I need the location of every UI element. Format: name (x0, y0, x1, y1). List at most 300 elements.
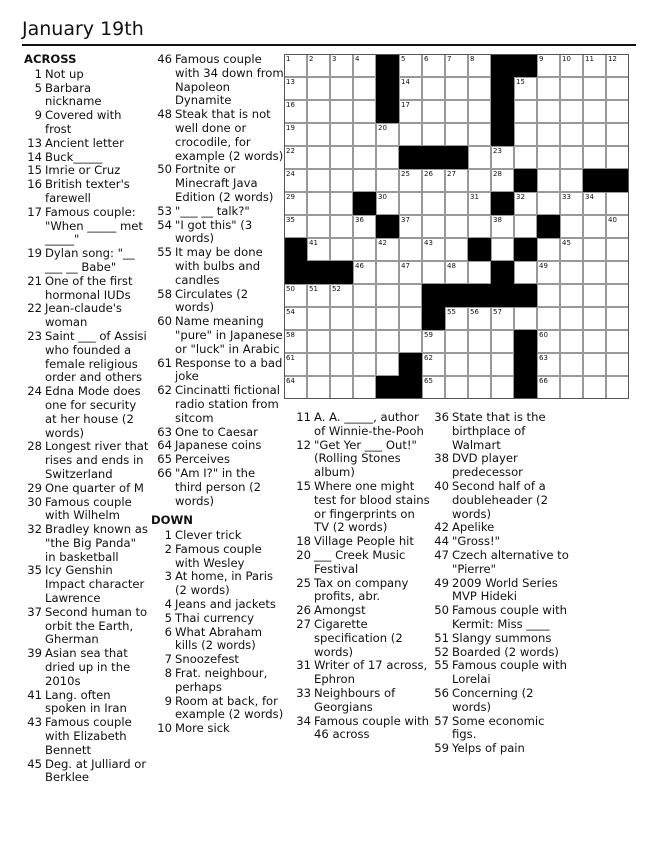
down-clue (293, 535, 433, 549)
clue-text: Circulates (2 words) (175, 286, 249, 315)
grid-cell[interactable] (353, 353, 376, 376)
grid-cell[interactable] (468, 123, 491, 146)
cell-number: 43 (424, 239, 433, 247)
grid-cell[interactable] (353, 238, 376, 261)
cell-number: 28 (493, 170, 502, 178)
grid-cell[interactable] (560, 261, 583, 284)
grid-cell[interactable] (583, 307, 606, 330)
grid-cell[interactable] (514, 100, 537, 123)
grid-cell[interactable] (353, 169, 376, 192)
grid-cell[interactable] (560, 284, 583, 307)
grid-cell[interactable] (307, 238, 330, 261)
grid-cell[interactable] (606, 192, 629, 215)
cell-number: 60 (539, 331, 548, 339)
grid-cell[interactable] (491, 353, 514, 376)
grid-cell[interactable] (399, 123, 422, 146)
grid-block (514, 169, 537, 192)
grid-cell[interactable] (353, 100, 376, 123)
grid-cell[interactable] (284, 169, 307, 192)
across-clue (24, 275, 150, 303)
grid-cell[interactable] (537, 192, 560, 215)
grid-cell[interactable] (422, 238, 445, 261)
across-clue (24, 440, 150, 481)
clue-text: Cigarette specification (2 words) (314, 616, 403, 659)
grid-cell[interactable] (284, 100, 307, 123)
grid-cell[interactable] (537, 100, 560, 123)
grid-cell[interactable] (468, 100, 491, 123)
grid-cell[interactable] (514, 215, 537, 238)
across-clue (151, 467, 284, 508)
grid-cell[interactable] (560, 123, 583, 146)
grid-cell[interactable] (330, 54, 353, 77)
grid-cell[interactable] (537, 123, 560, 146)
grid-cell[interactable] (353, 146, 376, 169)
grid-cell[interactable] (307, 330, 330, 353)
cell-number: 47 (401, 262, 410, 270)
cell-number: 61 (286, 354, 295, 362)
clue-text: 2009 World Series MVP Hideki (452, 575, 558, 604)
grid-cell[interactable] (284, 77, 307, 100)
grid-cell[interactable] (560, 353, 583, 376)
down-clue (151, 722, 284, 736)
across-clue (24, 302, 150, 330)
grid-cell[interactable] (537, 353, 560, 376)
grid-cell[interactable] (307, 77, 330, 100)
grid-cell[interactable] (330, 353, 353, 376)
grid-cell[interactable] (583, 353, 606, 376)
grid-cell[interactable] (284, 330, 307, 353)
clue-text: Barbara nickname (45, 80, 102, 109)
grid-cell[interactable] (284, 123, 307, 146)
grid-cell[interactable] (399, 100, 422, 123)
across-heading: ACROSS (24, 52, 77, 66)
clue-text: A. A. _____, author of Winnie-the-Pooh (314, 410, 424, 438)
grid-cell[interactable] (583, 330, 606, 353)
grid-cell[interactable] (353, 77, 376, 100)
down-clue (293, 439, 433, 480)
grid-cell[interactable] (583, 100, 606, 123)
grid-cell[interactable] (606, 307, 629, 330)
clue-text: Longest river that rises and ends in Switzerland (45, 439, 149, 481)
cell-number: 33 (562, 193, 571, 201)
grid-cell[interactable] (422, 77, 445, 100)
title-divider (22, 44, 636, 46)
cell-number: 15 (516, 78, 525, 86)
grid-cell[interactable] (606, 353, 629, 376)
clue-text: Ancient letter (45, 135, 124, 150)
grid-block (491, 123, 514, 146)
grid-cell[interactable] (307, 215, 330, 238)
grid-cell[interactable] (353, 376, 376, 399)
clue-text: Czech alternative to "Pierre" (452, 547, 569, 576)
clue-number: 50 (157, 162, 172, 177)
grid-cell[interactable] (445, 77, 468, 100)
across-clue (151, 108, 284, 163)
grid-cell[interactable] (560, 54, 583, 77)
grid-cell[interactable] (330, 330, 353, 353)
grid-cell[interactable] (514, 192, 537, 215)
across-clue (151, 205, 284, 219)
grid-cell[interactable] (583, 146, 606, 169)
grid-cell[interactable] (399, 215, 422, 238)
grid-cell[interactable] (422, 330, 445, 353)
grid-cell[interactable] (514, 307, 537, 330)
grid-cell[interactable] (330, 123, 353, 146)
down-column-2 (293, 411, 433, 742)
grid-cell[interactable] (560, 376, 583, 399)
grid-cell[interactable] (353, 330, 376, 353)
grid-cell[interactable] (422, 54, 445, 77)
grid-cell[interactable] (376, 284, 399, 307)
grid-cell[interactable] (399, 330, 422, 353)
grid-cell[interactable] (537, 330, 560, 353)
grid-cell[interactable] (560, 215, 583, 238)
grid-cell[interactable] (330, 192, 353, 215)
grid-cell[interactable] (514, 77, 537, 100)
grid-cell[interactable] (307, 307, 330, 330)
grid-cell[interactable] (606, 123, 629, 146)
grid-cell[interactable] (307, 376, 330, 399)
clue-text: Bradley known as "the Big Panda" in basketball (45, 522, 148, 564)
grid-cell[interactable] (307, 284, 330, 307)
grid-cell[interactable] (583, 192, 606, 215)
clue-number: 38 (434, 451, 449, 466)
grid-cell[interactable] (514, 123, 537, 146)
grid-cell[interactable] (537, 169, 560, 192)
clue-number: 34 (296, 713, 311, 728)
clue-text: Covered with frost (45, 108, 122, 136)
grid-cell[interactable] (284, 376, 307, 399)
grid-cell[interactable] (491, 169, 514, 192)
across-clue (151, 453, 284, 467)
grid-cell[interactable] (468, 376, 491, 399)
across-clue (151, 315, 284, 356)
grid-cell[interactable] (399, 169, 422, 192)
grid-cell[interactable] (353, 307, 376, 330)
grid-cell[interactable] (307, 100, 330, 123)
grid-cell[interactable] (537, 238, 560, 261)
grid-block (468, 284, 491, 307)
across-clue (24, 689, 150, 717)
grid-cell[interactable] (606, 146, 629, 169)
grid-cell[interactable] (376, 169, 399, 192)
grid-cell[interactable] (445, 192, 468, 215)
grid-cell[interactable] (468, 307, 491, 330)
grid-cell[interactable] (560, 307, 583, 330)
grid-cell[interactable] (284, 284, 307, 307)
clue-number: 61 (157, 355, 172, 370)
grid-cell[interactable] (445, 54, 468, 77)
page-title: January 19th (22, 18, 144, 40)
grid-cell[interactable] (307, 146, 330, 169)
cell-number: 1 (286, 55, 291, 63)
grid-cell[interactable] (560, 330, 583, 353)
grid-cell[interactable] (445, 123, 468, 146)
grid-cell[interactable] (330, 307, 353, 330)
grid-cell[interactable] (445, 238, 468, 261)
grid-cell[interactable] (491, 146, 514, 169)
grid-cell[interactable] (537, 77, 560, 100)
grid-block (330, 261, 353, 284)
clue-number: 35 (27, 563, 42, 578)
grid-cell[interactable] (399, 307, 422, 330)
grid-cell[interactable] (468, 192, 491, 215)
cell-number: 58 (286, 331, 295, 339)
grid-cell[interactable] (560, 146, 583, 169)
grid-cell[interactable] (560, 100, 583, 123)
grid-cell[interactable] (606, 100, 629, 123)
cell-number: 63 (539, 354, 548, 362)
grid-cell[interactable] (606, 77, 629, 100)
down-clue (151, 598, 284, 612)
clue-number: 23 (27, 328, 42, 343)
grid-cell[interactable] (330, 215, 353, 238)
cell-number: 11 (585, 55, 594, 63)
grid-cell[interactable] (422, 100, 445, 123)
grid-cell[interactable] (468, 54, 491, 77)
grid-cell[interactable] (583, 376, 606, 399)
clue-text: Lang. often spoken in Iran (45, 687, 127, 716)
cell-number: 10 (562, 55, 571, 63)
clue-number: 21 (27, 273, 42, 288)
grid-block (491, 100, 514, 123)
clue-text: Thai currency (175, 610, 254, 625)
grid-cell[interactable] (399, 284, 422, 307)
clue-number: 16 (27, 177, 42, 192)
clue-number: 46 (157, 52, 172, 66)
down-clue (293, 480, 433, 535)
clue-number: 15 (27, 163, 42, 178)
grid-cell[interactable] (606, 215, 629, 238)
down-clue (431, 480, 571, 521)
clue-number: 12 (296, 437, 311, 452)
cell-number: 55 (447, 308, 456, 316)
grid-cell[interactable] (583, 215, 606, 238)
grid-cell[interactable] (422, 192, 445, 215)
grid-cell[interactable] (376, 238, 399, 261)
grid-cell[interactable] (330, 169, 353, 192)
grid-cell[interactable] (583, 77, 606, 100)
grid-cell[interactable] (560, 169, 583, 192)
clue-number: 42 (434, 520, 449, 535)
cell-number: 45 (562, 239, 571, 247)
grid-cell[interactable] (422, 353, 445, 376)
grid-cell[interactable] (376, 330, 399, 353)
grid-cell[interactable] (537, 54, 560, 77)
grid-cell[interactable] (537, 284, 560, 307)
grid-cell[interactable] (307, 54, 330, 77)
clue-number: 5 (34, 80, 42, 95)
grid-cell[interactable] (606, 261, 629, 284)
across-clue (151, 53, 284, 108)
grid-cell[interactable] (491, 330, 514, 353)
clue-text: Famous couple with Lorelai (452, 658, 567, 687)
grid-cell[interactable] (353, 215, 376, 238)
cell-number: 49 (539, 262, 548, 270)
clue-number: 51 (434, 630, 449, 645)
cell-number: 46 (355, 262, 364, 270)
grid-cell[interactable] (376, 123, 399, 146)
grid-block (353, 192, 376, 215)
clue-text: Famous couple with Wilhelm (45, 494, 132, 523)
grid-cell[interactable] (468, 215, 491, 238)
grid-cell[interactable] (491, 238, 514, 261)
grid-cell[interactable] (537, 307, 560, 330)
grid-block (376, 100, 399, 123)
cell-number: 20 (378, 124, 387, 132)
grid-cell[interactable] (491, 307, 514, 330)
grid-cell[interactable] (353, 54, 376, 77)
grid-cell[interactable] (445, 307, 468, 330)
grid-cell[interactable] (284, 54, 307, 77)
grid-cell[interactable] (307, 123, 330, 146)
grid-cell[interactable] (422, 215, 445, 238)
grid-cell[interactable] (284, 215, 307, 238)
grid-cell[interactable] (583, 284, 606, 307)
grid-cell[interactable] (376, 353, 399, 376)
grid-cell[interactable] (606, 376, 629, 399)
grid-cell[interactable] (307, 192, 330, 215)
grid-cell[interactable] (376, 192, 399, 215)
grid-cell[interactable] (537, 146, 560, 169)
grid-cell[interactable] (330, 77, 353, 100)
cell-number: 13 (286, 78, 295, 86)
grid-cell[interactable] (330, 100, 353, 123)
clue-number: 20 (296, 547, 311, 562)
grid-cell[interactable] (445, 261, 468, 284)
grid-cell[interactable] (399, 54, 422, 77)
grid-cell[interactable] (606, 330, 629, 353)
grid-cell[interactable] (468, 77, 491, 100)
cell-number: 36 (355, 216, 364, 224)
cell-number: 12 (608, 55, 617, 63)
cell-number: 8 (470, 55, 475, 63)
down-clue (431, 521, 571, 535)
down-clue (293, 549, 433, 577)
grid-cell[interactable] (284, 146, 307, 169)
grid-cell[interactable] (284, 353, 307, 376)
across-clue (24, 109, 150, 137)
clue-number: 37 (27, 604, 42, 619)
grid-cell[interactable] (537, 376, 560, 399)
down-clue (151, 653, 284, 667)
grid-cell[interactable] (468, 261, 491, 284)
cell-number: 40 (608, 216, 617, 224)
grid-cell[interactable] (606, 238, 629, 261)
grid-cell[interactable] (491, 376, 514, 399)
clue-text: Famous couple: "When _____ met _____" (45, 204, 143, 247)
grid-cell[interactable] (330, 146, 353, 169)
grid-cell[interactable] (330, 284, 353, 307)
grid-cell[interactable] (307, 169, 330, 192)
across-clue (24, 178, 150, 206)
clue-text: At home, in Paris (2 words) (175, 569, 274, 598)
clue-text: Second half of a doubleheader (2 words) (452, 478, 548, 521)
grid-cell[interactable] (422, 123, 445, 146)
grid-cell[interactable] (284, 192, 307, 215)
cell-number: 52 (332, 285, 341, 293)
clue-text: One quarter of M (45, 480, 144, 495)
grid-cell[interactable] (399, 261, 422, 284)
clue-number: 47 (434, 547, 449, 562)
grid-block (468, 238, 491, 261)
grid-cell[interactable] (583, 123, 606, 146)
grid-cell[interactable] (399, 192, 422, 215)
grid-cell[interactable] (353, 123, 376, 146)
clue-number: 44 (434, 534, 449, 549)
grid-cell[interactable] (445, 169, 468, 192)
grid-cell[interactable] (353, 261, 376, 284)
down-clue (293, 687, 433, 715)
clue-text: One of the first hormonal IUDs (45, 273, 133, 302)
grid-block (399, 376, 422, 399)
grid-cell[interactable] (376, 307, 399, 330)
grid-cell[interactable] (491, 215, 514, 238)
grid-cell[interactable] (606, 284, 629, 307)
cell-number: 2 (309, 55, 314, 63)
down-clue (151, 529, 284, 543)
grid-cell[interactable] (445, 376, 468, 399)
grid-cell[interactable] (399, 238, 422, 261)
grid-cell[interactable] (583, 238, 606, 261)
clue-number: 30 (27, 494, 42, 509)
cell-number: 24 (286, 170, 295, 178)
grid-cell[interactable] (514, 261, 537, 284)
clue-number: 58 (157, 286, 172, 301)
clue-number: 43 (27, 715, 42, 730)
grid-block (376, 215, 399, 238)
grid-cell[interactable] (514, 146, 537, 169)
grid-cell[interactable] (445, 353, 468, 376)
grid-cell[interactable] (560, 192, 583, 215)
grid-cell[interactable] (445, 100, 468, 123)
grid-cell[interactable] (330, 238, 353, 261)
grid-cell[interactable] (376, 261, 399, 284)
grid-cell[interactable] (468, 146, 491, 169)
grid-cell[interactable] (307, 353, 330, 376)
grid-cell[interactable] (422, 261, 445, 284)
grid-cell[interactable] (606, 54, 629, 77)
down-clue (431, 452, 571, 480)
grid-cell[interactable] (399, 77, 422, 100)
grid-cell[interactable] (583, 54, 606, 77)
grid-cell[interactable] (560, 77, 583, 100)
clue-text: "I got this" (3 words) (175, 217, 253, 246)
grid-cell[interactable] (445, 330, 468, 353)
grid-cell[interactable] (422, 376, 445, 399)
grid-cell[interactable] (560, 238, 583, 261)
grid-cell[interactable] (353, 284, 376, 307)
across-column-1 (24, 53, 150, 785)
grid-cell[interactable] (537, 261, 560, 284)
grid-cell[interactable] (330, 376, 353, 399)
grid-block (606, 169, 629, 192)
clue-text: Slangy summons (452, 630, 552, 645)
grid-cell[interactable] (468, 169, 491, 192)
grid-cell[interactable] (468, 330, 491, 353)
grid-cell[interactable] (583, 261, 606, 284)
clue-number: 3 (164, 569, 172, 584)
clue-text: ___ Creek Music Festival (314, 547, 406, 576)
grid-cell[interactable] (445, 215, 468, 238)
grid-cell[interactable] (468, 353, 491, 376)
clue-number: 26 (296, 603, 311, 618)
grid-cell[interactable] (284, 307, 307, 330)
grid-cell[interactable] (422, 169, 445, 192)
grid-cell[interactable] (376, 146, 399, 169)
clue-text: It may be done with bulbs and candles (175, 245, 263, 287)
grid-block (284, 261, 307, 284)
